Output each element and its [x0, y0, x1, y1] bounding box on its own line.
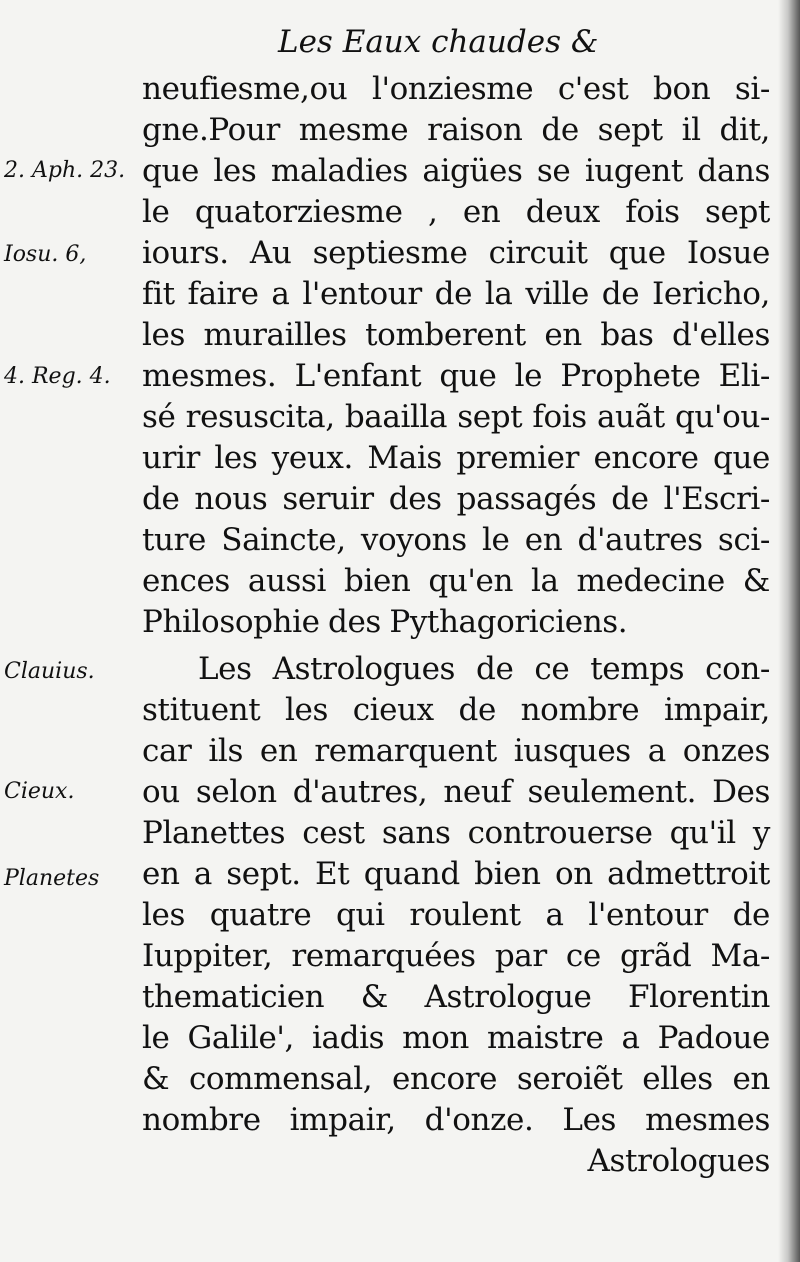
- text-line: fit faire a l'entour de la ville de Iericho,: [142, 276, 770, 312]
- margin-note: Planetes: [4, 866, 100, 891]
- text-line: mesmes. L'enfant que le Prophete Eli-: [142, 358, 770, 394]
- text-line: Planettes cest sans controuerse qu'il y: [142, 815, 770, 851]
- text-line: ture Saincte, voyons le en d'autres sci-: [142, 522, 770, 558]
- text-line: en a sept. Et quand bien on admettroit: [142, 856, 770, 892]
- running-head: Les Eaux chaudes &: [278, 24, 599, 60]
- margin-note: 4. Reg. 4.: [4, 364, 111, 389]
- text-line: les murailles tomberent en bas d'elles: [142, 317, 770, 353]
- text-line: les quatre qui roulent a l'entour de: [142, 897, 770, 933]
- paragraph-first-line: Les Astrologues de ce temps con-: [198, 651, 770, 687]
- text-line: ences aussi bien qu'en la medecine &: [142, 563, 770, 599]
- text-line: de nous seruir des passagés de l'Escri-: [142, 481, 770, 517]
- text-line: car ils en remarquent iusques a onzes: [142, 733, 770, 769]
- text-line: sé resuscita, baailla sept fois auãt qu'ou-: [142, 399, 770, 435]
- text-line: ou selon d'autres, neuf seulement. Des: [142, 774, 770, 810]
- text-line: iours. Au septiesme circuit que Iosue: [142, 235, 770, 271]
- margin-note: Clauius.: [4, 659, 95, 684]
- text-line: que les maladies aigües se iugent dans: [142, 153, 770, 189]
- text-line: thematicien & Astrologue Florentin: [142, 979, 770, 1015]
- text-line: Iuppiter, remarquées par ce grãd Ma-: [142, 938, 770, 974]
- margin-note: Cieux.: [4, 779, 75, 804]
- text-line: urir les yeux. Mais premier encore que: [142, 440, 770, 476]
- margin-note: Iosu. 6,: [4, 242, 87, 267]
- text-line: le Galile', iadis mon maistre a Padoue: [142, 1020, 770, 1056]
- page-gutter-shadow: [778, 0, 800, 1262]
- text-line: stituent les cieux de nombre impair,: [142, 692, 770, 728]
- text-line: gne.Pour mesme raison de sept il dit,: [142, 112, 770, 148]
- text-line: Philosophie des Pythagoriciens.: [142, 604, 628, 640]
- text-line: neufiesme,ou l'onziesme c'est bon si-: [142, 71, 770, 107]
- text-line: nombre impair, d'onze. Les mesmes: [142, 1102, 770, 1138]
- text-line: & commensal, encore seroiẽt elles en: [142, 1061, 770, 1097]
- margin-note: 2. Aph. 23.: [4, 158, 126, 183]
- catchword: Astrologues: [587, 1143, 770, 1179]
- text-line: le quatorziesme , en deux fois sept: [142, 194, 770, 230]
